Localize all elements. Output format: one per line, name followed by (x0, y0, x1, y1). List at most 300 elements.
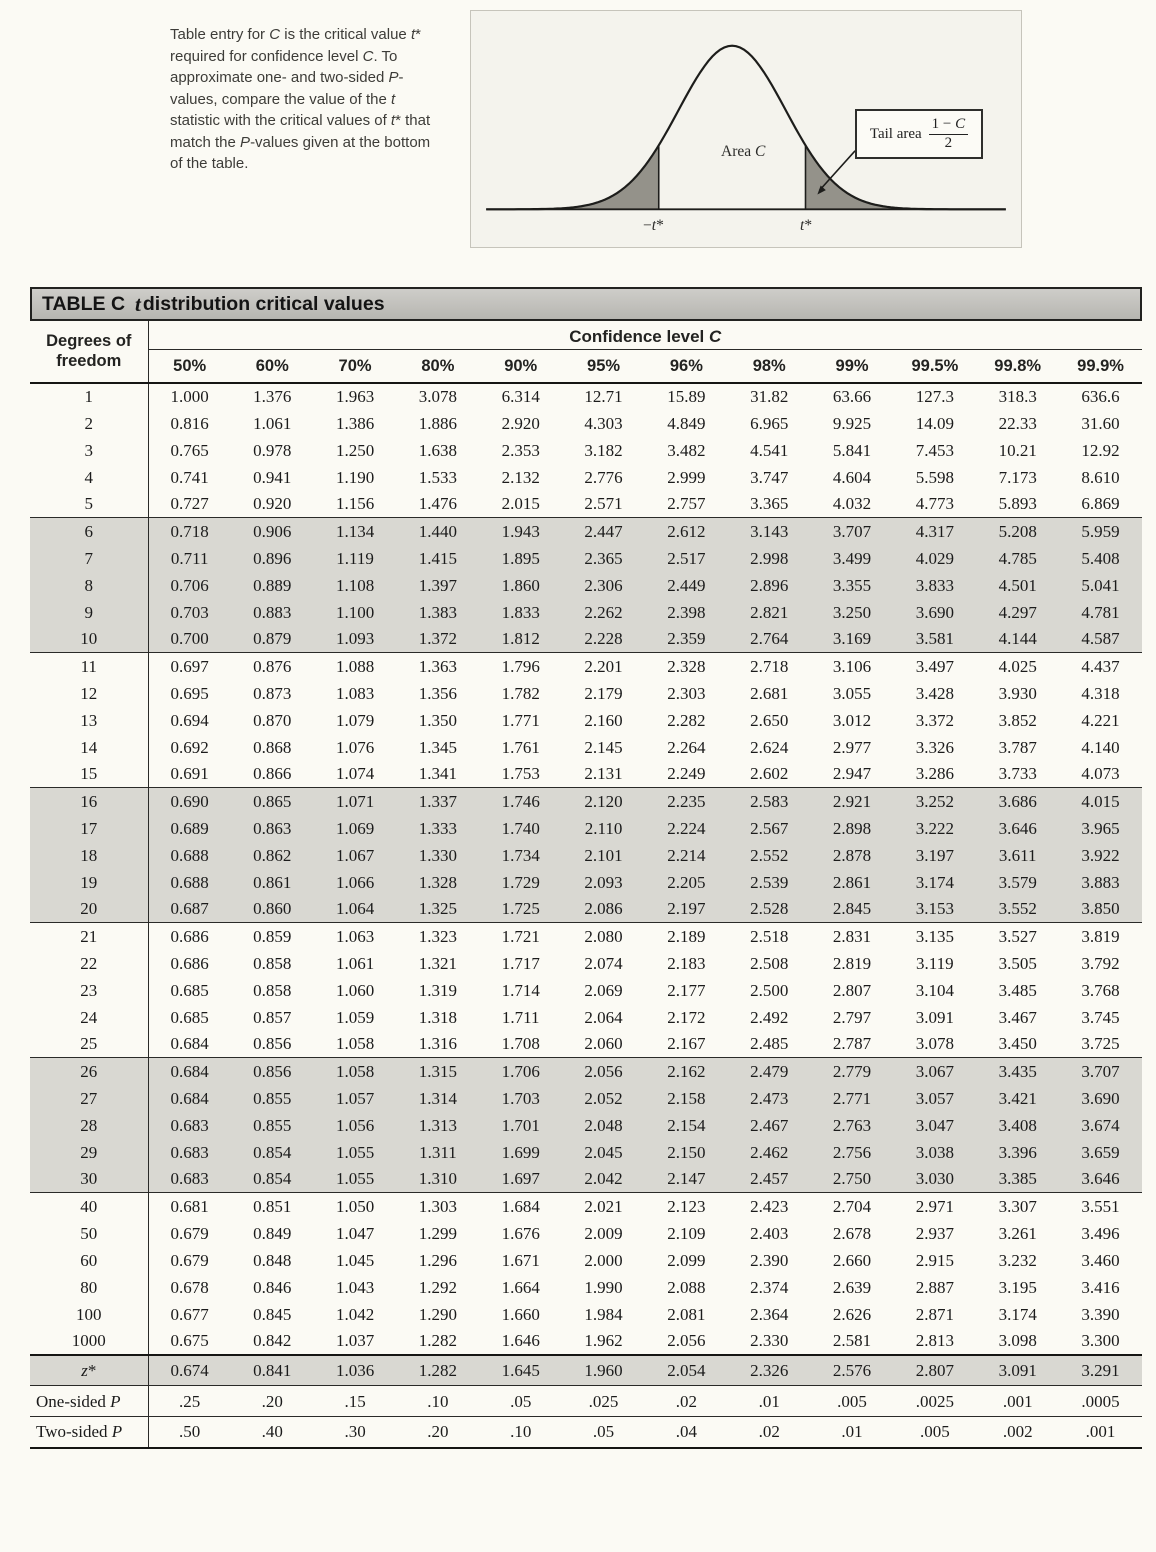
value-cell: 0.689 (170, 818, 209, 838)
value-cell: .15 (314, 1386, 397, 1417)
df-cell: 29 (30, 1139, 148, 1166)
value-cell: 7.453 (915, 440, 954, 460)
value-cell: 8.610 (1081, 467, 1120, 487)
value-cell: 0.686 (170, 953, 209, 973)
value-cell: 0.859 (231, 923, 314, 950)
value-cell: 1.043 (335, 1277, 375, 1297)
value-cell: 0.683 (170, 1142, 209, 1162)
value-cell: 3.450 (998, 1034, 1037, 1054)
df-cell: 23 (30, 977, 148, 1004)
value-cell: .025 (562, 1386, 645, 1417)
df-cell: 50 (30, 1220, 148, 1247)
value-cell: 3.174 (915, 872, 954, 892)
value-cell: 2.021 (562, 1193, 645, 1220)
value-cell: 0.857 (253, 1007, 292, 1027)
value-cell: 7.173 (998, 467, 1037, 487)
value-cell: 2.764 (750, 629, 789, 649)
value-cell: 3.467 (998, 1007, 1037, 1027)
value-cell: 4.303 (584, 413, 623, 433)
value-cell: 1.064 (335, 899, 375, 919)
value-cell: 2.937 (915, 1223, 954, 1243)
value-cell: 0.687 (170, 899, 209, 919)
value-cell: 6.965 (750, 413, 789, 433)
value-cell: 4.140 (1081, 737, 1120, 757)
value-cell: 1.303 (396, 1193, 479, 1220)
value-cell: 2.264 (667, 737, 706, 757)
value-cell: 2.060 (584, 1034, 623, 1054)
value-cell: 3.499 (832, 548, 872, 568)
value-cell: 3.505 (998, 953, 1037, 973)
df-cell: 6 (30, 518, 148, 545)
value-cell: 3.153 (915, 899, 954, 919)
value-cell: 3.707 (1059, 1058, 1142, 1085)
value-cell: 2.821 (750, 602, 789, 622)
value-cell: 2.896 (750, 575, 789, 595)
value-cell: 2.353 (501, 440, 540, 460)
value-cell: 1.984 (584, 1304, 623, 1324)
value-cell: 3.195 (998, 1277, 1037, 1297)
value-cell: 3.527 (976, 923, 1059, 950)
value-cell: .04 (645, 1417, 728, 1448)
value-cell: 1.345 (418, 737, 458, 757)
value-cell: 4.773 (915, 494, 954, 514)
value-cell: 2.145 (584, 737, 623, 757)
value-cell: 0.858 (253, 953, 292, 973)
value-cell: 3.252 (893, 788, 976, 815)
table-row (30, 1139, 1142, 1166)
value-cell: 1.190 (335, 467, 375, 487)
value-cell: 1.646 (501, 1331, 540, 1350)
value-cell: 1.333 (418, 818, 458, 838)
value-cell: 2.467 (750, 1115, 789, 1135)
value-cell: 1.088 (314, 653, 397, 680)
table-row (30, 545, 1142, 572)
value-cell: 1.079 (335, 710, 375, 730)
value-cell: 1.325 (418, 899, 458, 919)
value-cell: 1.119 (336, 548, 374, 568)
axis-label-tstar: t* (800, 217, 813, 234)
value-cell: 2.915 (915, 1250, 954, 1270)
value-cell: 2.807 (893, 1355, 976, 1386)
value-cell: 3.106 (811, 653, 894, 680)
value-cell: .10 (479, 1417, 562, 1448)
value-cell: 2.423 (728, 1193, 811, 1220)
df-cell: 4 (30, 464, 148, 491)
left-tail-shade (486, 145, 659, 209)
value-cell: 0.845 (253, 1304, 292, 1324)
value-cell: 0.856 (231, 1058, 314, 1085)
value-cell: 3.030 (915, 1169, 954, 1189)
value-cell: 0.684 (170, 1088, 209, 1108)
value-cell: 3.850 (1081, 899, 1120, 919)
tail-fraction-denominator: 2 (944, 134, 953, 151)
value-cell: 2.303 (667, 683, 706, 703)
table-row (30, 1274, 1142, 1301)
value-cell: 2.704 (811, 1193, 894, 1220)
value-cell: 1.311 (419, 1142, 457, 1162)
value-cell: 2.160 (584, 710, 623, 730)
two-sided-row (30, 1417, 1142, 1448)
value-cell: 2.201 (562, 653, 645, 680)
df-cell: 1000 (30, 1328, 148, 1355)
value-cell: 1.721 (479, 923, 562, 950)
value-cell: 4.604 (832, 467, 872, 487)
value-cell: 1.753 (501, 764, 540, 784)
value-cell: 2.571 (584, 494, 623, 514)
value-cell: 3.261 (998, 1223, 1037, 1243)
value-cell: 3.428 (915, 683, 954, 703)
value-cell: 3.611 (998, 845, 1037, 865)
value-cell: 1.963 (335, 387, 375, 406)
value-cell: 3.733 (998, 764, 1037, 784)
value-cell: 6.314 (501, 387, 540, 406)
value-cell: 1.684 (479, 1193, 562, 1220)
value-cell: 3.250 (832, 602, 872, 622)
value-cell: 0.684 (170, 1034, 209, 1054)
table-row (30, 1193, 1142, 1220)
value-cell: 2.797 (832, 1007, 872, 1027)
value-cell: 4.144 (998, 629, 1037, 649)
value-cell: 2.650 (750, 710, 789, 730)
value-cell: 3.408 (998, 1115, 1037, 1135)
df-cell: 80 (30, 1274, 148, 1301)
value-cell: 1.740 (501, 818, 540, 838)
value-cell: 1.676 (501, 1223, 540, 1243)
value-cell: 1.372 (418, 629, 458, 649)
percent-header-cell: 70% (314, 350, 397, 383)
value-cell: .05 (479, 1386, 562, 1417)
value-cell: 1.134 (314, 518, 397, 545)
value-cell: 2.109 (667, 1223, 706, 1243)
value-cell: 2.235 (645, 788, 728, 815)
table-row (30, 518, 1142, 545)
value-cell: 3.579 (998, 872, 1037, 892)
df-cell: 100 (30, 1301, 148, 1328)
value-cell: 22.33 (998, 413, 1037, 433)
value-cell: 4.437 (1059, 653, 1142, 680)
value-cell: 3.552 (998, 899, 1037, 919)
value-cell: 4.221 (1081, 710, 1120, 730)
value-cell: 1.886 (418, 413, 458, 433)
value-cell: 4.541 (750, 440, 789, 460)
value-cell: 1.299 (418, 1223, 458, 1243)
value-cell: 3.686 (976, 788, 1059, 815)
value-cell: 0.861 (253, 872, 292, 892)
value-cell: .10 (396, 1386, 479, 1417)
value-cell: 1.962 (584, 1331, 623, 1350)
value-cell: 0.679 (170, 1250, 209, 1270)
percent-header-cell: 50% (148, 350, 231, 383)
value-cell: 3.482 (667, 440, 706, 460)
value-cell: 1.282 (396, 1355, 479, 1386)
df-cell: 2 (30, 410, 148, 437)
value-cell: 2.602 (750, 764, 789, 784)
tail-fraction-numerator: 1 − C (929, 116, 968, 134)
value-cell: 2.492 (750, 1007, 789, 1027)
value-cell: 1.717 (501, 953, 540, 973)
value-cell: 0.700 (170, 629, 209, 649)
value-cell: 5.959 (1059, 518, 1142, 545)
df-cell: 26 (30, 1058, 148, 1085)
value-cell: 1.058 (314, 1058, 397, 1085)
value-cell: 1.697 (501, 1169, 540, 1189)
value-cell: 9.925 (832, 413, 872, 433)
value-cell: 2.552 (750, 845, 789, 865)
value-cell: 4.297 (998, 602, 1037, 622)
table-row (30, 1166, 1142, 1193)
value-cell: 1.100 (335, 602, 375, 622)
value-cell: 0.703 (170, 602, 209, 622)
value-cell: 2.045 (584, 1142, 623, 1162)
value-cell: 1.386 (335, 413, 375, 433)
df-cell: 14 (30, 734, 148, 761)
percent-header-cell: 99.8% (976, 350, 1059, 383)
value-cell: 2.228 (584, 629, 623, 649)
value-cell: 2.779 (811, 1058, 894, 1085)
value-cell: 0.685 (170, 1007, 209, 1027)
df-cell: 21 (30, 923, 148, 950)
value-cell: 3.078 (915, 1034, 954, 1054)
value-cell: 0.697 (148, 653, 231, 680)
value-cell: 3.852 (998, 710, 1037, 730)
value-cell: 2.086 (584, 899, 623, 919)
value-cell: 0.675 (170, 1331, 209, 1350)
value-cell: 3.078 (418, 387, 458, 406)
table-row (30, 1031, 1142, 1058)
value-cell: 1.638 (418, 440, 458, 460)
value-cell: 0.690 (148, 788, 231, 815)
value-cell: 2.249 (667, 764, 706, 784)
value-cell: 1.050 (314, 1193, 397, 1220)
value-cell: 0.691 (170, 764, 209, 784)
value-cell: 4.015 (1059, 788, 1142, 815)
value-cell: 2.757 (667, 494, 706, 514)
value-cell: 1.319 (418, 980, 458, 1000)
table-row (30, 410, 1142, 437)
value-cell: 1.714 (501, 980, 540, 1000)
value-cell: 0.883 (253, 602, 292, 622)
value-cell: 0.855 (253, 1115, 292, 1135)
value-cell: 0.896 (253, 548, 292, 568)
value-cell: 0.848 (253, 1250, 292, 1270)
value-cell: 1.066 (335, 872, 375, 892)
value-cell: 2.626 (832, 1304, 872, 1324)
df-cell: 24 (30, 1004, 148, 1031)
value-cell: 2.374 (750, 1277, 789, 1297)
value-cell: 2.612 (645, 518, 728, 545)
value-cell: 3.659 (1081, 1142, 1120, 1162)
value-cell: 2.110 (584, 818, 623, 838)
value-cell: 2.567 (750, 818, 789, 838)
value-cell: .01 (811, 1417, 894, 1448)
value-cell: 6.869 (1081, 494, 1120, 514)
df-cell: 17 (30, 815, 148, 842)
value-cell: 5.841 (832, 440, 872, 460)
table-row (30, 626, 1142, 653)
value-cell: 63.66 (832, 387, 872, 406)
value-cell: 2.462 (750, 1142, 789, 1162)
value-cell: 2.042 (584, 1169, 623, 1189)
value-cell: 0.727 (170, 494, 209, 514)
value-cell: 2.878 (832, 845, 872, 865)
value-cell: 0.879 (253, 629, 292, 649)
value-cell: 1.708 (501, 1034, 540, 1054)
value-cell: 3.286 (915, 764, 954, 784)
value-cell: 0.941 (253, 467, 292, 487)
df-cell: 19 (30, 869, 148, 896)
confidence-level-header: Confidence level C (148, 321, 1142, 350)
value-cell: 2.167 (667, 1034, 706, 1054)
value-cell: 1.315 (396, 1058, 479, 1085)
value-cell: 2.485 (750, 1034, 789, 1054)
table-row (30, 869, 1142, 896)
value-cell: 2.813 (915, 1331, 954, 1350)
value-cell: 0.692 (170, 737, 209, 757)
tail-area-callout (855, 109, 983, 159)
df-cell: 1 (30, 383, 148, 410)
value-cell: 3.792 (1081, 953, 1120, 973)
table-row (30, 734, 1142, 761)
value-cell: 3.646 (998, 818, 1037, 838)
value-cell: 0.856 (253, 1034, 292, 1054)
value-cell: 1.056 (335, 1115, 375, 1135)
value-cell: 2.449 (667, 575, 706, 595)
df-cell: 28 (30, 1112, 148, 1139)
value-cell: 2.330 (750, 1331, 789, 1350)
value-cell: .02 (645, 1386, 728, 1417)
table-row (30, 599, 1142, 626)
value-cell: 2.214 (667, 845, 706, 865)
value-cell: 2.048 (584, 1115, 623, 1135)
value-cell: 0.711 (170, 548, 209, 568)
value-cell: 4.318 (1081, 683, 1120, 703)
value-cell: 3.047 (915, 1115, 954, 1135)
value-cell: 2.861 (832, 872, 872, 892)
value-cell: 2.807 (832, 980, 872, 1000)
value-cell: 2.390 (750, 1250, 789, 1270)
percent-header-cell: 90% (479, 350, 562, 383)
value-cell: 0.841 (231, 1355, 314, 1386)
value-cell: 318.3 (998, 387, 1037, 406)
value-cell: 3.416 (1081, 1277, 1120, 1297)
table-title-bar: TABLE C t distribution critical values (30, 287, 1142, 321)
distribution-figure (470, 10, 1022, 248)
value-cell: 0.683 (170, 1169, 209, 1189)
value-cell: 1.321 (418, 953, 458, 973)
value-cell: 2.447 (562, 518, 645, 545)
value-cell: 4.032 (832, 494, 872, 514)
table-row (30, 383, 1142, 410)
value-cell: .0005 (1059, 1386, 1142, 1417)
value-cell: 1.069 (335, 818, 375, 838)
value-cell: 3.057 (915, 1088, 954, 1108)
value-cell: 2.977 (832, 737, 872, 757)
value-cell: 0.688 (170, 845, 209, 865)
percent-header-row (30, 350, 1142, 383)
value-cell: 1.282 (418, 1331, 458, 1350)
value-cell: 0.854 (253, 1169, 292, 1189)
tail-fraction (929, 116, 968, 152)
value-cell: 1.063 (314, 923, 397, 950)
value-cell: 1.310 (418, 1169, 458, 1189)
df-cell: 13 (30, 707, 148, 734)
value-cell: 1.729 (501, 872, 540, 892)
value-cell: 2.101 (584, 845, 623, 865)
value-cell: 1.156 (335, 494, 375, 514)
table-row (30, 680, 1142, 707)
value-cell: 1.061 (335, 953, 375, 973)
value-cell: 0.851 (231, 1193, 314, 1220)
value-cell: 1.706 (479, 1058, 562, 1085)
value-cell: 0.862 (253, 845, 292, 865)
table-row (30, 1247, 1142, 1274)
table-row (30, 707, 1142, 734)
value-cell: 0.870 (253, 710, 292, 730)
value-cell: 3.038 (915, 1142, 954, 1162)
value-cell: 2.306 (584, 575, 623, 595)
value-cell: 2.052 (584, 1088, 623, 1108)
value-cell: 3.581 (915, 629, 954, 649)
value-cell: 1.440 (396, 518, 479, 545)
value-cell: 3.930 (998, 683, 1037, 703)
value-cell: 0.765 (170, 440, 209, 460)
df-cell: 7 (30, 545, 148, 572)
df-cell: 20 (30, 896, 148, 923)
value-cell: 4.029 (915, 548, 954, 568)
value-cell: 1.108 (335, 575, 375, 595)
value-cell: 2.262 (584, 602, 623, 622)
df-cell: 12 (30, 680, 148, 707)
value-cell: 1.061 (253, 413, 292, 433)
value-cell: 3.833 (915, 575, 954, 595)
value-cell: 1.060 (335, 980, 375, 1000)
value-cell: 2.282 (667, 710, 706, 730)
value-cell: 0.876 (231, 653, 314, 680)
value-cell: 1.296 (418, 1250, 458, 1270)
value-cell: 1.397 (418, 575, 458, 595)
value-cell: 3.551 (1059, 1193, 1142, 1220)
value-cell: .02 (728, 1417, 811, 1448)
table-row (30, 923, 1142, 950)
df-cell: 18 (30, 842, 148, 869)
value-cell: 31.60 (1081, 413, 1120, 433)
percent-header-cell: 98% (728, 350, 811, 383)
value-cell: .001 (1059, 1417, 1142, 1448)
value-cell: 1.943 (479, 518, 562, 545)
value-cell: 2.750 (832, 1169, 872, 1189)
value-cell: 1.350 (418, 710, 458, 730)
value-cell: 2.581 (832, 1331, 872, 1350)
value-cell: .01 (728, 1386, 811, 1417)
value-cell: 1.725 (501, 899, 540, 919)
value-cell: 1.323 (396, 923, 479, 950)
value-cell: 2.120 (562, 788, 645, 815)
value-cell: 1.047 (335, 1223, 375, 1243)
value-cell: 1.042 (335, 1304, 375, 1324)
value-cell: 0.688 (170, 872, 209, 892)
value-cell: 3.965 (1081, 818, 1120, 838)
df-cell: 5 (30, 491, 148, 518)
df-cell: 22 (30, 950, 148, 977)
intro-text: Table entry for C is the critical value t* required for confidence level C. To approximate one- and two-sided P-values, compare the value of the t statistic with the critical values of t* that match the P-values given at the bottom of the table. (170, 26, 431, 172)
value-cell: 2.359 (667, 629, 706, 649)
value-cell: .0025 (893, 1386, 976, 1417)
value-cell: .05 (562, 1417, 645, 1448)
value-cell: 2.179 (584, 683, 623, 703)
value-cell: 2.660 (832, 1250, 872, 1270)
value-cell: 2.183 (667, 953, 706, 973)
value-cell: 1.328 (418, 872, 458, 892)
